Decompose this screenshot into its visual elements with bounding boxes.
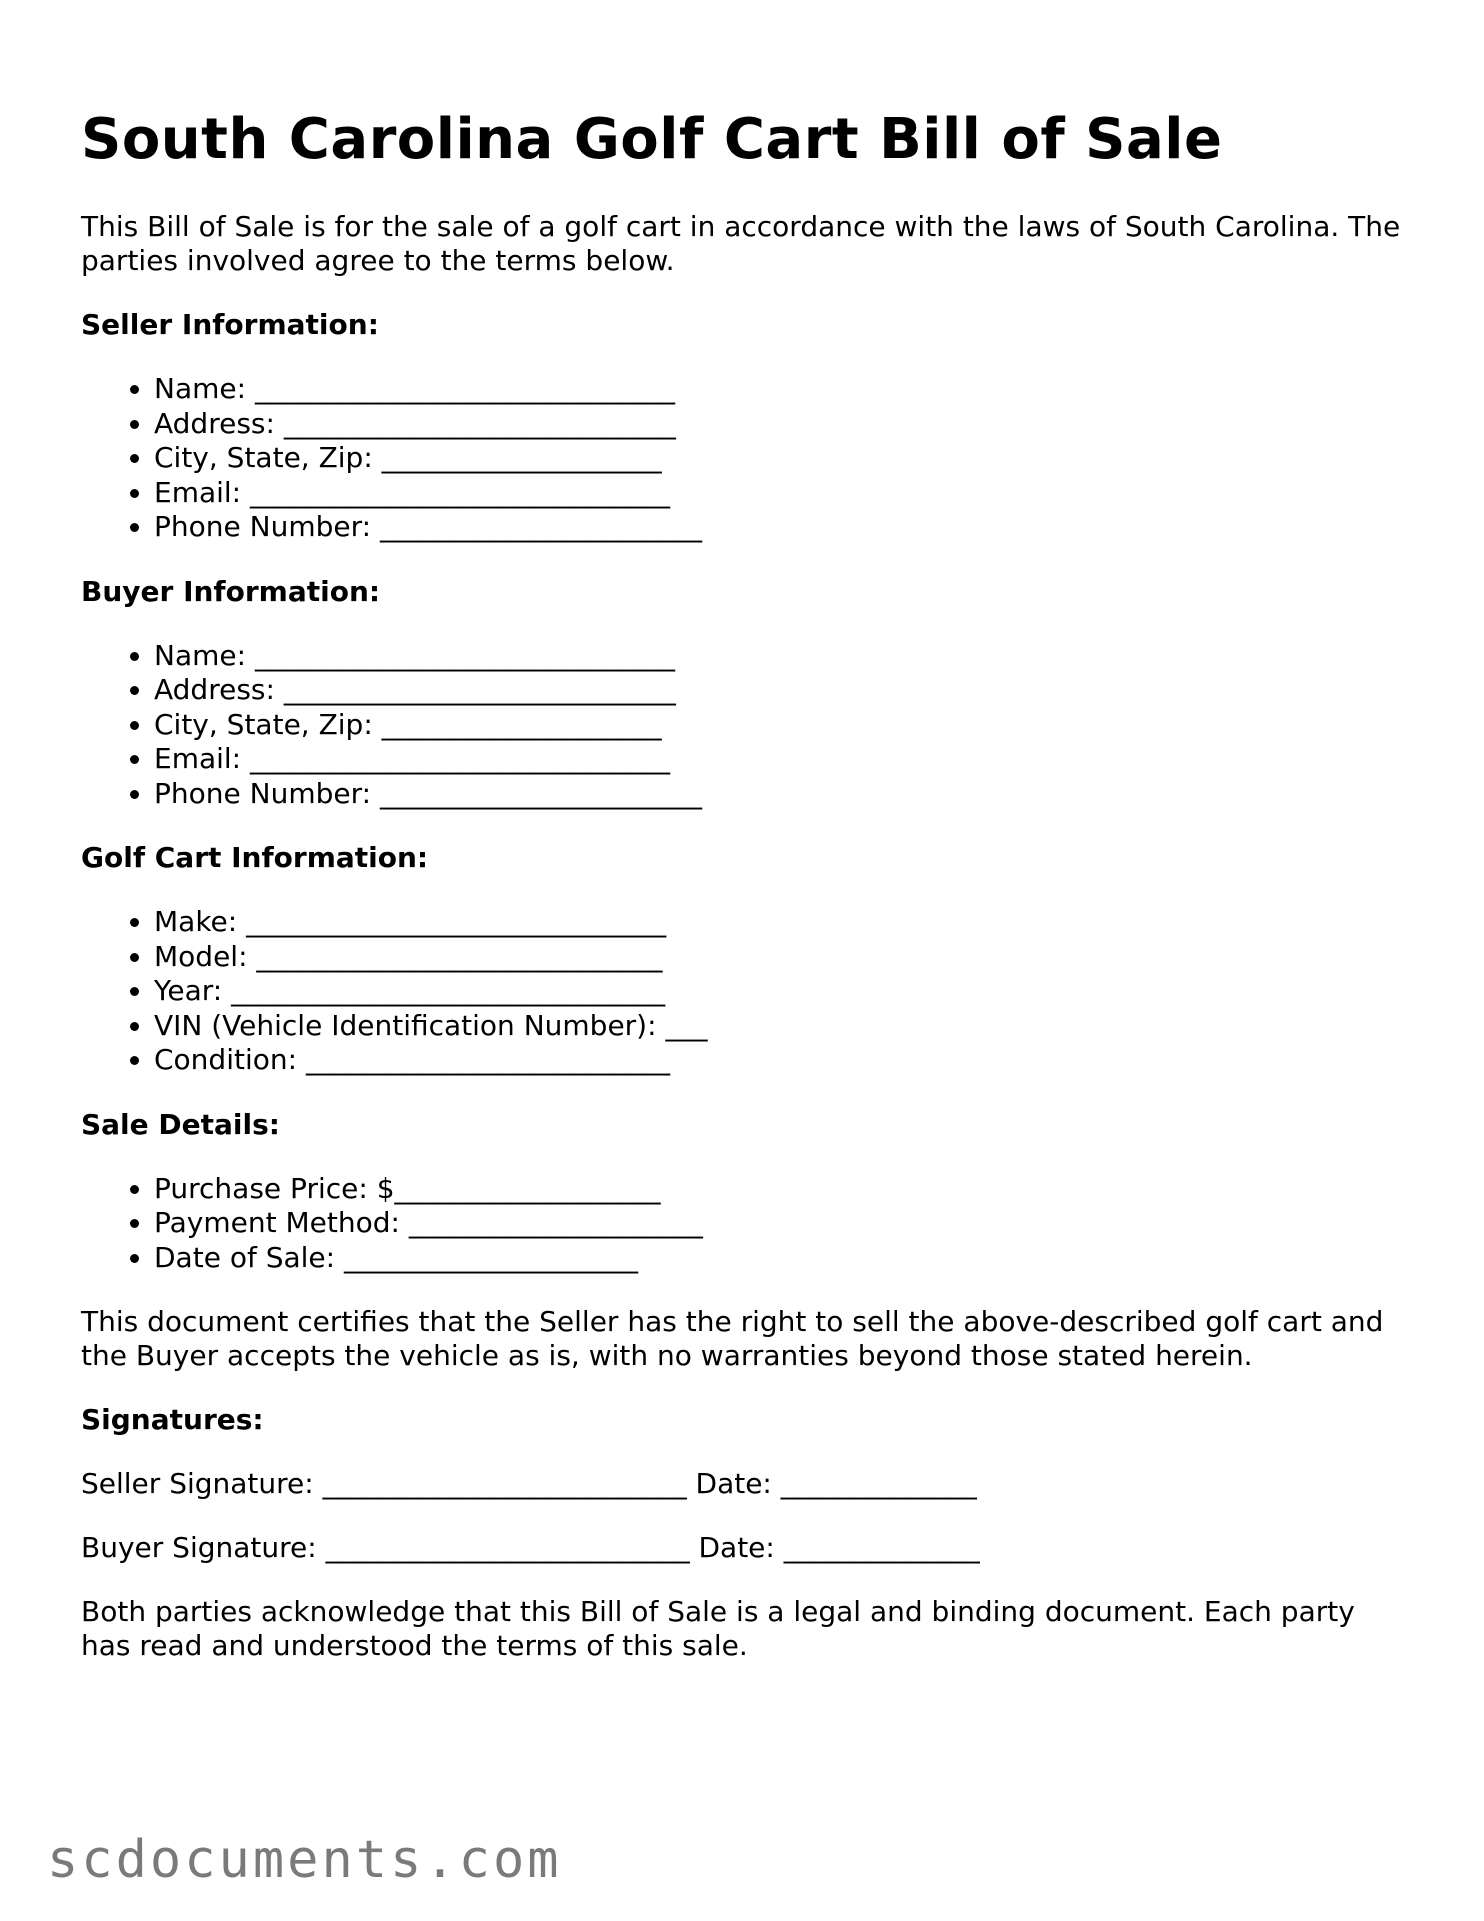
seller-field-list: [81, 372, 1411, 545]
cart-make-field: • Make: ______________________________: [154, 905, 1411, 940]
cart-vin-field: • VIN (Vehicle Identification Number): ___: [154, 1009, 1411, 1044]
payment-method-field: • Payment Method: _____________________: [154, 1206, 1411, 1241]
golf-cart-section-heading: Golf Cart Information:: [81, 841, 429, 874]
intro-paragraph: This Bill of Sale is for the sale of a golf cart in accordance with the laws of South Carolina. The parties involved agree to the terms below.: [81, 210, 1401, 277]
golf-cart-field-list: [81, 905, 1411, 1078]
seller-city-state-zip-field: • City, State, Zip: ____________________: [154, 441, 1411, 476]
buyer-city-state-zip-field: • City, State, Zip: ____________________: [154, 708, 1411, 743]
buyer-signature-line: Buyer Signature: __________________________ Date: ______________: [81, 1531, 980, 1564]
buyer-section-heading: Buyer Information:: [81, 574, 381, 608]
seller-signature-line: Seller Signature: __________________________ Date: ______________: [81, 1467, 977, 1500]
cart-model-field: • Model: _____________________________: [154, 940, 1411, 975]
seller-section-heading: Seller Information:: [81, 308, 379, 341]
certification-paragraph: This document certifies that the Seller has the right to sell the above-described golf cart and the Buyer accepts the vehicle as is, with no warranties beyond those stated herein.: [81, 1305, 1384, 1372]
seller-address-field: • Address: ____________________________: [154, 407, 1411, 442]
purchase-price-field: • Purchase Price: $___________________: [154, 1172, 1411, 1207]
site-watermark: scdocuments.com: [47, 1830, 562, 1890]
signatures-section-heading: Signatures:: [81, 1403, 264, 1436]
buyer-phone-field: • Phone Number: _______________________: [154, 777, 1411, 812]
acknowledgement-paragraph: Both parties acknowledge that this Bill of Sale is a legal and binding document. Each party has read and understood the terms of this sale.: [81, 1595, 1355, 1662]
seller-email-field: • Email: ______________________________: [154, 476, 1411, 511]
seller-name-field: • Name: ______________________________: [154, 372, 1411, 407]
cart-year-field: • Year: _______________________________: [154, 974, 1411, 1009]
sale-details-field-list: [81, 1172, 1411, 1276]
cart-condition-field: • Condition: __________________________: [154, 1043, 1411, 1078]
buyer-field-list: [81, 639, 1411, 812]
seller-phone-field: • Phone Number: _______________________: [154, 510, 1411, 545]
buyer-email-field: • Email: ______________________________: [154, 742, 1411, 777]
date-of-sale-field: • Date of Sale: _____________________: [154, 1241, 1411, 1276]
buyer-name-field: • Name: ______________________________: [154, 639, 1411, 674]
document-title: South Carolina Golf Cart Bill of Sale: [81, 107, 1223, 172]
buyer-address-field: • Address: ____________________________: [154, 673, 1411, 708]
document-page: [81, 100, 1411, 1663]
sale-details-section-heading: Sale Details:: [81, 1107, 280, 1141]
